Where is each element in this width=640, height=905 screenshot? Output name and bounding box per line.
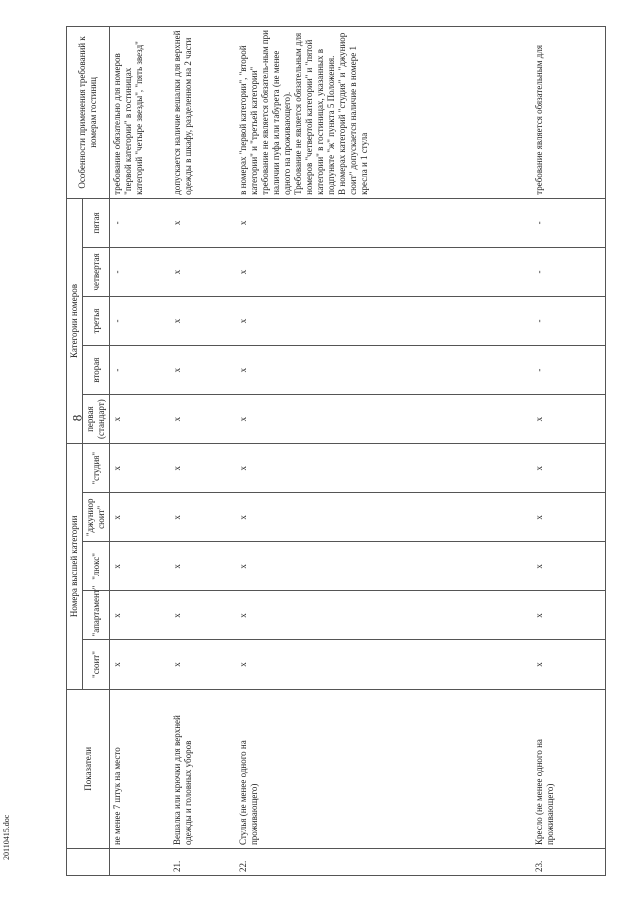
header-studio: "студия": [83, 444, 110, 493]
mark-cell: х: [532, 444, 606, 493]
mark-cell: х: [532, 542, 606, 591]
mark-cell: х: [236, 247, 532, 296]
mark-cell: х: [170, 247, 236, 296]
mark-cell: х: [170, 591, 236, 640]
mark-cell: х: [236, 296, 532, 345]
row-number: 23.: [532, 849, 606, 876]
row-number: 21.: [170, 849, 236, 876]
row-note: в номерах "первой категории", "второй категории" и "третьей категории" требование не является обязатель-ным при наличии пуфа или табурета (не менее одного на проживающего). Требование не является обязательным для номеров "четвертой категории" и "пятой категории" в гостиницах, указанных в подпункте "ж" пункта 5 Положения. В номерах категорий "студия" и "джуниор сюит" допускается наличие в номере 1 кресла и 1 стула: [236, 27, 532, 199]
mark-cell: х: [236, 395, 532, 444]
header-second-category: вторая: [83, 346, 110, 395]
header-apartment: "апартамент": [83, 591, 110, 640]
document-filename: 20110415.doc: [2, 814, 11, 860]
row-note: требование обязательно для номеров "первой категории" в гостиницах категорий "четыре звезды", "пять звезд": [110, 27, 170, 199]
mark-cell: х: [532, 395, 606, 444]
mark-cell: -: [110, 346, 170, 395]
mark-cell: -: [532, 247, 606, 296]
mark-cell: -: [532, 296, 606, 345]
mark-cell: х: [236, 493, 532, 542]
header-lux: "люкс": [83, 542, 110, 591]
mark-cell: х: [110, 591, 170, 640]
page-number: 8: [69, 414, 85, 422]
mark-cell: х: [236, 542, 532, 591]
mark-cell: х: [170, 444, 236, 493]
mark-cell: х: [110, 640, 170, 689]
rotated-table-wrapper: [66, 26, 606, 876]
mark-cell: х: [110, 542, 170, 591]
row-number: [110, 849, 170, 876]
header-fourth-category: четвертая: [83, 247, 110, 296]
row-indicator: Кресло (не менее одного на проживающего): [532, 689, 606, 848]
mark-cell: х: [170, 395, 236, 444]
header-room-categories: Категории номеров: [67, 198, 83, 443]
header-junior-suite: "джуниор сюит": [83, 493, 110, 542]
table-row: [236, 27, 532, 876]
table-row: [110, 27, 170, 876]
table-row: [532, 27, 606, 876]
mark-cell: х: [236, 346, 532, 395]
header-first-category: первая (стандарт): [83, 395, 110, 444]
requirements-table: [66, 26, 606, 876]
mark-cell: х: [110, 395, 170, 444]
mark-cell: х: [170, 493, 236, 542]
mark-cell: х: [170, 542, 236, 591]
mark-cell: -: [110, 247, 170, 296]
mark-cell: х: [236, 640, 532, 689]
row-number: 22.: [236, 849, 532, 876]
mark-cell: -: [532, 346, 606, 395]
mark-cell: х: [110, 493, 170, 542]
row-indicator: Вешалка или крючки для верхней одежды и головных уборов: [170, 689, 236, 848]
header-suite: "сюит": [83, 640, 110, 689]
mark-cell: х: [170, 640, 236, 689]
header-features: Особенности применения требований к номерам гостиниц: [67, 27, 110, 199]
mark-cell: х: [532, 493, 606, 542]
header-number-cell: [67, 849, 110, 876]
row-note: требование является обязательным для: [532, 27, 606, 199]
mark-cell: -: [110, 296, 170, 345]
header-higher-categories: Номера высшей категории: [67, 444, 83, 689]
row-indicator: не менее 7 штук на место: [110, 689, 170, 848]
mark-cell: -: [532, 198, 606, 247]
mark-cell: -: [110, 198, 170, 247]
mark-cell: х: [170, 346, 236, 395]
header-indicators: Показатели: [67, 689, 110, 848]
header-third-category: третья: [83, 296, 110, 345]
mark-cell: х: [170, 198, 236, 247]
mark-cell: х: [532, 640, 606, 689]
header-fifth-category: пятая: [83, 198, 110, 247]
mark-cell: х: [236, 444, 532, 493]
mark-cell: х: [236, 198, 532, 247]
mark-cell: х: [170, 296, 236, 345]
mark-cell: х: [110, 444, 170, 493]
table-row: [170, 27, 236, 876]
mark-cell: х: [532, 591, 606, 640]
row-note: допускается наличие вешалки для верхней одежды в шкафу, разделенном на 2 части: [170, 27, 236, 199]
row-indicator: Стулья (не менее одного на проживающего): [236, 689, 532, 848]
mark-cell: х: [236, 591, 532, 640]
